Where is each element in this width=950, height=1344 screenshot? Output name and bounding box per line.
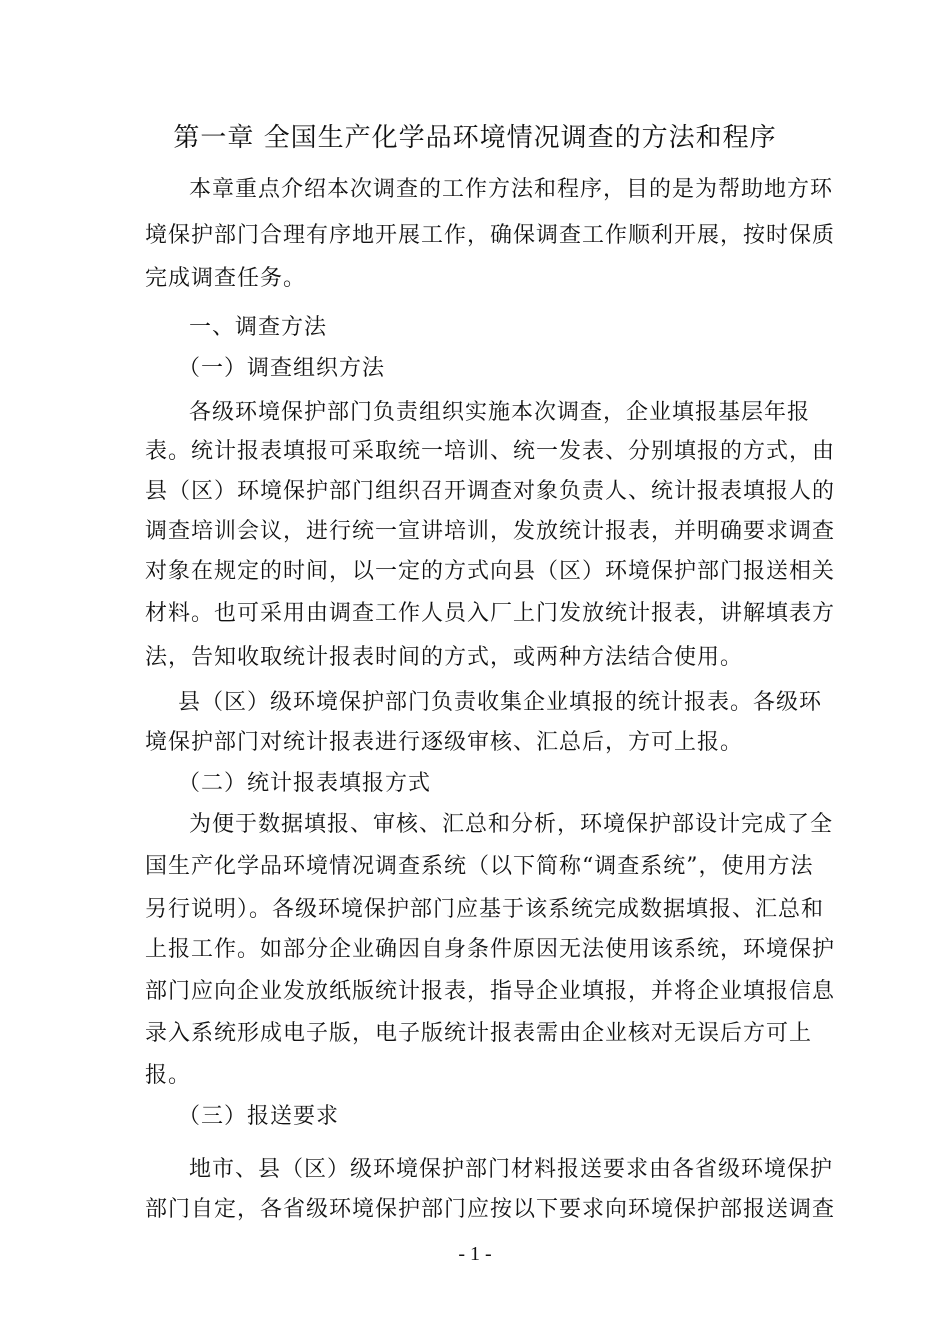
paragraph-line: 材料。也可采用由调查工作人员入厂上门发放统计报表，讲解填表方 — [145, 601, 836, 626]
paragraph-line: 法，告知收取统计报表时间的方式，或两种方法结合使用。 — [145, 645, 744, 670]
paragraph-line: 县（区）级环境保护部门负责收集企业填报的统计报表。各级环 — [178, 690, 823, 715]
paragraph-line: 部门自定，各省级环境保护部门应按以下要求向环境保护部报送调查 — [145, 1197, 836, 1222]
paragraph-line: 境保护部门合理有序地开展工作，确保调查工作顺利开展，按时保质 — [145, 223, 836, 248]
paragraph-line: 境保护部门对统计报表进行逐级审核、汇总后，方可上报。 — [145, 730, 744, 755]
paragraph-line: 完成调查任务。 — [145, 266, 307, 291]
subsection-heading: （二）统计报表填报方式 — [178, 771, 432, 796]
paragraph-line: 国生产化学品环境情况调查系统（以下简称“调查系统”，使用方法 — [145, 854, 814, 879]
paragraph-line: 上报工作。如部分企业确因自身条件原因无法使用该系统，环境保护 — [145, 937, 836, 962]
paragraph-line: 为便于数据填报、审核、汇总和分析，环境保护部设计完成了全 — [189, 812, 834, 837]
subsection-heading: （三）报送要求 — [178, 1104, 340, 1129]
paragraph-line: 县（区）环境保护部门组织召开调查对象负责人、统计报表填报人的 — [145, 479, 836, 504]
paragraph-line: 部门应向企业发放纸版统计报表，指导企业填报，并将企业填报信息 — [145, 979, 836, 1004]
chapter-title: 第一章 全国生产化学品环境情况调查的方法和程序 — [173, 123, 777, 153]
page-number: - 1 - — [458, 1243, 492, 1265]
paragraph-line: 各级环境保护部门负责组织实施本次调查，企业填报基层年报 — [189, 400, 811, 425]
paragraph-line: 地市、县（区）级环境保护部门材料报送要求由各省级环境保护 — [189, 1157, 834, 1182]
section-heading: 一、调查方法 — [189, 315, 328, 340]
paragraph-line: 对象在规定的时间，以一定的方式向县（区）环境保护部门报送相关 — [145, 559, 836, 584]
paragraph-line: 表。统计报表填报可采取统一培训、统一发表、分别填报的方式，由 — [145, 439, 836, 464]
paragraph-line: 录入系统形成电子版，电子版统计报表需由企业核对无误后方可上 — [145, 1021, 813, 1046]
subsection-heading: （一）调查组织方法 — [178, 356, 386, 381]
paragraph-line: 调查培训会议，进行统一宣讲培训，发放统计报表，并明确要求调查 — [145, 519, 836, 544]
paragraph-line: 报。 — [145, 1063, 192, 1088]
paragraph-line: 本章重点介绍本次调查的工作方法和程序，目的是为帮助地方环 — [189, 177, 834, 202]
paragraph-line: 另行说明）。各级环境保护部门应基于该系统完成数据填报、汇总和 — [145, 897, 825, 922]
